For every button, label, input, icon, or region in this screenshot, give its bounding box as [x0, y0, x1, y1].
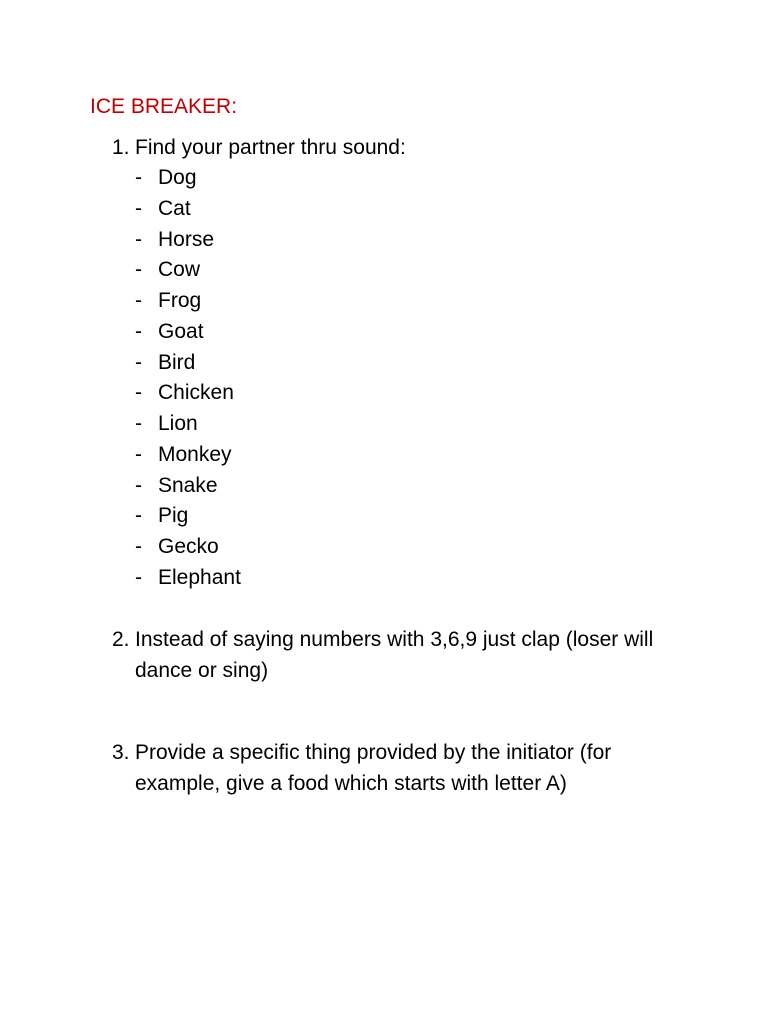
- sub-item-label: Chicken: [158, 381, 234, 405]
- sub-item-label: Pig: [158, 504, 189, 528]
- item-number: 2.: [112, 628, 130, 651]
- dash-bullet: -: [135, 350, 142, 374]
- dash-bullet: -: [135, 473, 142, 497]
- dash-bullet: -: [135, 504, 142, 528]
- sub-item-label: Snake: [158, 473, 218, 497]
- sub-item-label: Goat: [158, 319, 204, 343]
- item-text: Find your partner thru sound:: [135, 136, 406, 159]
- dash-bullet: -: [135, 166, 142, 189]
- sub-item-label: Frog: [158, 289, 202, 312]
- dash-bullet: -: [135, 535, 142, 558]
- dash-bullet: -: [135, 442, 142, 466]
- sub-item-label: Monkey: [158, 442, 232, 466]
- sub-item-label: Lion: [158, 412, 198, 435]
- sub-item-label: Cat: [158, 196, 191, 220]
- dash-bullet: -: [135, 258, 142, 282]
- sub-item-label: Dog: [158, 166, 197, 189]
- sub-item-label: Gecko: [158, 535, 219, 558]
- sub-item-label: Bird: [158, 350, 196, 374]
- dash-bullet: -: [135, 196, 142, 220]
- dash-bullet: -: [135, 289, 142, 312]
- dash-bullet: -: [135, 227, 142, 251]
- sub-item-label: Cow: [158, 258, 201, 282]
- sub-item-label: Horse: [158, 227, 215, 251]
- sub-item-label: Elephant: [158, 565, 241, 589]
- item-number: 3.: [112, 741, 130, 764]
- item-number: 1.: [112, 136, 130, 159]
- dash-bullet: -: [135, 319, 142, 343]
- item-text: Provide a specific thing provided by the initiator (for example, give a food which starts with letter A): [135, 741, 612, 795]
- dash-bullet: -: [135, 381, 142, 405]
- item-text: Instead of saying numbers with 3,6,9 just clap (loser will dance or sing): [135, 628, 654, 682]
- document-title: ICE BREAKER:: [90, 95, 238, 118]
- dash-bullet: -: [135, 412, 142, 435]
- dash-bullet: -: [135, 565, 142, 589]
